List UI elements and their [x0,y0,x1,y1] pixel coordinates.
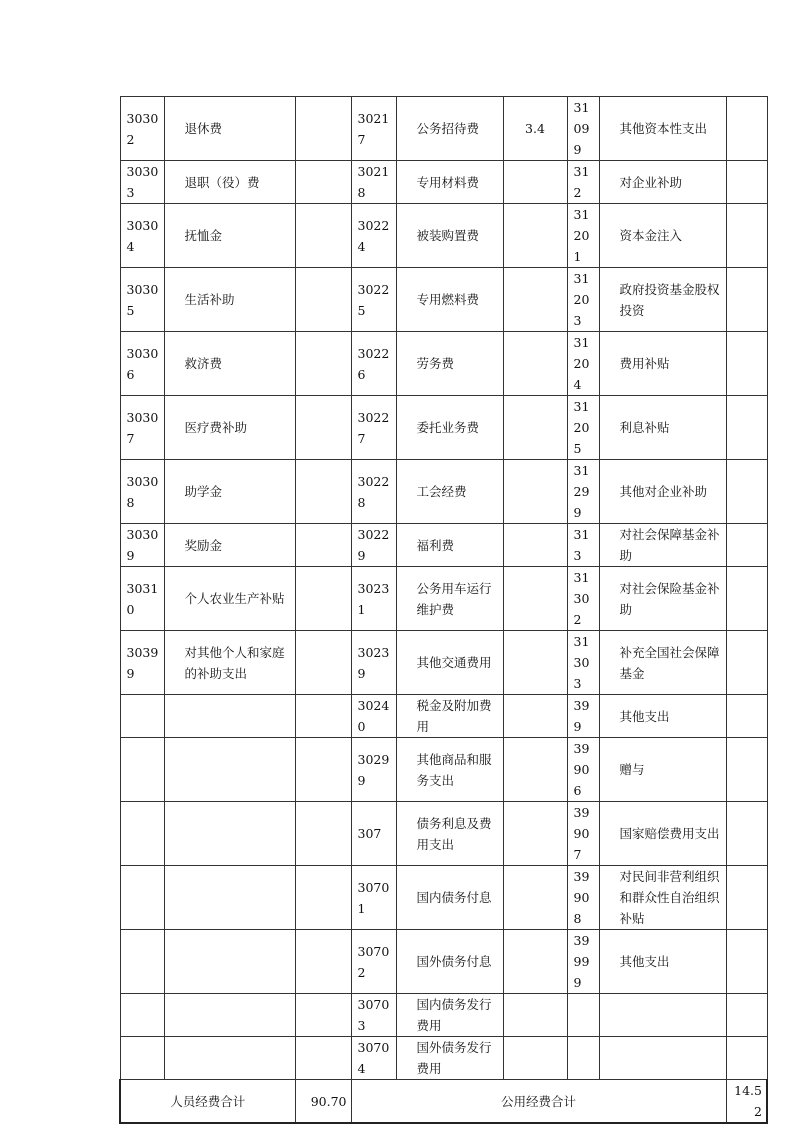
cell-b-code: 30299 [351,738,396,802]
cell-c-amount [726,161,767,204]
cell-a-code: 30303 [120,161,164,204]
cell-b-code: 307 [351,802,396,866]
cell-c-amount [726,930,767,994]
cell-b-name: 债务利息及费用支出 [396,802,503,866]
cell-b-code: 30228 [351,460,396,524]
cell-c-name: 政府投资基金股权投资 [599,268,726,332]
cell-c-code: 31302 [567,567,599,631]
cell-a-amount [295,332,351,396]
cell-c-amount [726,460,767,524]
totals-row [120,1080,767,1124]
cell-c-code: 39908 [567,866,599,930]
cell-a-amount [295,738,351,802]
cell-a-amount [295,460,351,524]
cell-c-amount [726,631,767,695]
cell-b-code: 30218 [351,161,396,204]
cell-c-amount [726,994,767,1037]
cell-c-code: 31201 [567,204,599,268]
cell-c-name: 对社会保障基金补助 [599,524,726,567]
table-body [120,97,767,1080]
cell-b-name: 公务招待费 [396,97,503,161]
cell-c-amount [726,695,767,738]
cell-b-amount [503,524,567,567]
expense-table [119,96,768,1124]
cell-a-code: 30399 [120,631,164,695]
table-row [120,204,767,268]
cell-c-code: 31203 [567,268,599,332]
cell-c-amount [726,1037,767,1080]
cell-b-code: 30701 [351,866,396,930]
cell-c-code [567,1037,599,1080]
cell-a-name: 医疗费补助 [164,396,295,460]
cell-a-amount [295,268,351,332]
cell-c-amount [726,567,767,631]
cell-a-code [120,994,164,1037]
cell-a-name: 救济费 [164,332,295,396]
cell-b-name: 税金及附加费用 [396,695,503,738]
table-row [120,97,767,161]
cell-c-amount [726,332,767,396]
cell-a-code: 30309 [120,524,164,567]
cell-a-amount [295,97,351,161]
cell-c-name: 其他对企业补助 [599,460,726,524]
cell-a-code [120,738,164,802]
cell-a-code: 30306 [120,332,164,396]
cell-a-name [164,695,295,738]
cell-c-code: 31299 [567,460,599,524]
cell-b-name: 国外债务发行费用 [396,1037,503,1080]
personnel-total-value: 90.70 [295,1080,351,1124]
cell-c-name: 利息补贴 [599,396,726,460]
cell-b-amount [503,738,567,802]
cell-b-name: 专用材料费 [396,161,503,204]
cell-b-code: 30217 [351,97,396,161]
cell-b-name: 委托业务费 [396,396,503,460]
cell-b-amount [503,994,567,1037]
cell-b-code: 30240 [351,695,396,738]
personnel-total-label: 人员经费合计 [120,1080,295,1124]
cell-c-code: 31303 [567,631,599,695]
cell-b-name: 其他交通费用 [396,631,503,695]
cell-b-name: 被装购置费 [396,204,503,268]
cell-c-amount [726,396,767,460]
cell-c-name: 其他支出 [599,695,726,738]
cell-b-name: 国外债务付息 [396,930,503,994]
cell-b-amount [503,332,567,396]
cell-c-code: 31099 [567,97,599,161]
cell-b-amount [503,695,567,738]
cell-a-name: 奖励金 [164,524,295,567]
cell-c-code: 39907 [567,802,599,866]
table-row [120,1037,767,1080]
cell-c-code: 312 [567,161,599,204]
cell-b-code: 30239 [351,631,396,695]
cell-a-amount [295,524,351,567]
cell-c-name: 其他支出 [599,930,726,994]
cell-a-amount [295,930,351,994]
cell-a-amount [295,866,351,930]
table-row [120,460,767,524]
cell-b-amount [503,396,567,460]
cell-c-code: 31205 [567,396,599,460]
cell-b-code: 30226 [351,332,396,396]
cell-a-name [164,1037,295,1080]
cell-a-name [164,866,295,930]
cell-b-amount [503,1037,567,1080]
table-row [120,524,767,567]
cell-a-code: 30302 [120,97,164,161]
cell-a-amount [295,994,351,1037]
cell-a-name: 退休费 [164,97,295,161]
cell-a-amount [295,1037,351,1080]
cell-a-code: 30305 [120,268,164,332]
cell-b-amount [503,631,567,695]
cell-a-amount [295,161,351,204]
cell-b-amount [503,930,567,994]
cell-c-amount [726,204,767,268]
cell-b-amount [503,866,567,930]
cell-b-code: 30225 [351,268,396,332]
cell-b-name: 公务用车运行维护费 [396,567,503,631]
cell-c-name [599,994,726,1037]
cell-c-amount [726,524,767,567]
cell-c-amount [726,97,767,161]
cell-c-name: 资本金注入 [599,204,726,268]
cell-a-amount [295,567,351,631]
cell-b-name: 国内债务发行费用 [396,994,503,1037]
cell-c-name: 补充全国社会保障基金 [599,631,726,695]
cell-c-code: 39999 [567,930,599,994]
table-row [120,567,767,631]
table-row [120,332,767,396]
cell-b-code: 30703 [351,994,396,1037]
cell-c-name: 对民间非营利组织和群众性自治组织补贴 [599,866,726,930]
cell-a-code [120,930,164,994]
table-row [120,738,767,802]
cell-b-code: 30231 [351,567,396,631]
public-total-label: 公用经费合计 [351,1080,726,1124]
cell-b-code: 30702 [351,930,396,994]
cell-a-name [164,738,295,802]
cell-b-name: 其他商品和服务支出 [396,738,503,802]
table-row [120,994,767,1037]
table-row [120,631,767,695]
cell-b-name: 国内债务付息 [396,866,503,930]
cell-c-code: 39906 [567,738,599,802]
public-total-value: 14.52 [726,1080,767,1124]
cell-c-name: 其他资本性支出 [599,97,726,161]
cell-c-name: 赠与 [599,738,726,802]
cell-a-code: 30304 [120,204,164,268]
cell-b-code: 30704 [351,1037,396,1080]
cell-c-name [599,1037,726,1080]
cell-c-code: 399 [567,695,599,738]
cell-c-code: 31204 [567,332,599,396]
cell-a-amount [295,631,351,695]
cell-a-name [164,994,295,1037]
cell-b-code: 30227 [351,396,396,460]
cell-b-amount [503,161,567,204]
cell-a-amount [295,802,351,866]
cell-a-name: 助学金 [164,460,295,524]
cell-a-code: 30310 [120,567,164,631]
cell-c-amount [726,738,767,802]
cell-b-name: 专用燃料费 [396,268,503,332]
cell-a-name: 抚恤金 [164,204,295,268]
cell-b-amount [503,204,567,268]
cell-c-amount [726,802,767,866]
table-row [120,396,767,460]
cell-b-code: 30229 [351,524,396,567]
cell-a-name [164,802,295,866]
cell-a-code [120,1037,164,1080]
cell-c-code: 313 [567,524,599,567]
cell-c-name: 国家赔偿费用支出 [599,802,726,866]
cell-a-name: 对其他个人和家庭的补助支出 [164,631,295,695]
cell-b-name: 劳务费 [396,332,503,396]
table-row [120,161,767,204]
cell-c-name: 对企业补助 [599,161,726,204]
cell-a-code [120,695,164,738]
cell-b-amount [503,460,567,524]
cell-a-name: 生活补助 [164,268,295,332]
table-row [120,930,767,994]
cell-b-amount [503,567,567,631]
cell-a-code [120,866,164,930]
cell-a-amount [295,695,351,738]
cell-a-amount [295,204,351,268]
cell-a-code: 30307 [120,396,164,460]
cell-a-name: 退职（役）费 [164,161,295,204]
cell-b-code: 30224 [351,204,396,268]
cell-a-code: 30308 [120,460,164,524]
table-row [120,695,767,738]
cell-a-name: 个人农业生产补贴 [164,567,295,631]
cell-c-amount [726,268,767,332]
cell-c-code [567,994,599,1037]
cell-a-code [120,802,164,866]
cell-a-amount [295,396,351,460]
cell-b-name: 工会经费 [396,460,503,524]
cell-b-name: 福利费 [396,524,503,567]
table-row [120,866,767,930]
cell-b-amount [503,268,567,332]
cell-a-name [164,930,295,994]
cell-c-amount [726,866,767,930]
cell-c-name: 费用补贴 [599,332,726,396]
table-row [120,268,767,332]
cell-c-name: 对社会保险基金补助 [599,567,726,631]
table-row [120,802,767,866]
cell-b-amount [503,802,567,866]
cell-b-amount: 3.4 [503,97,567,161]
